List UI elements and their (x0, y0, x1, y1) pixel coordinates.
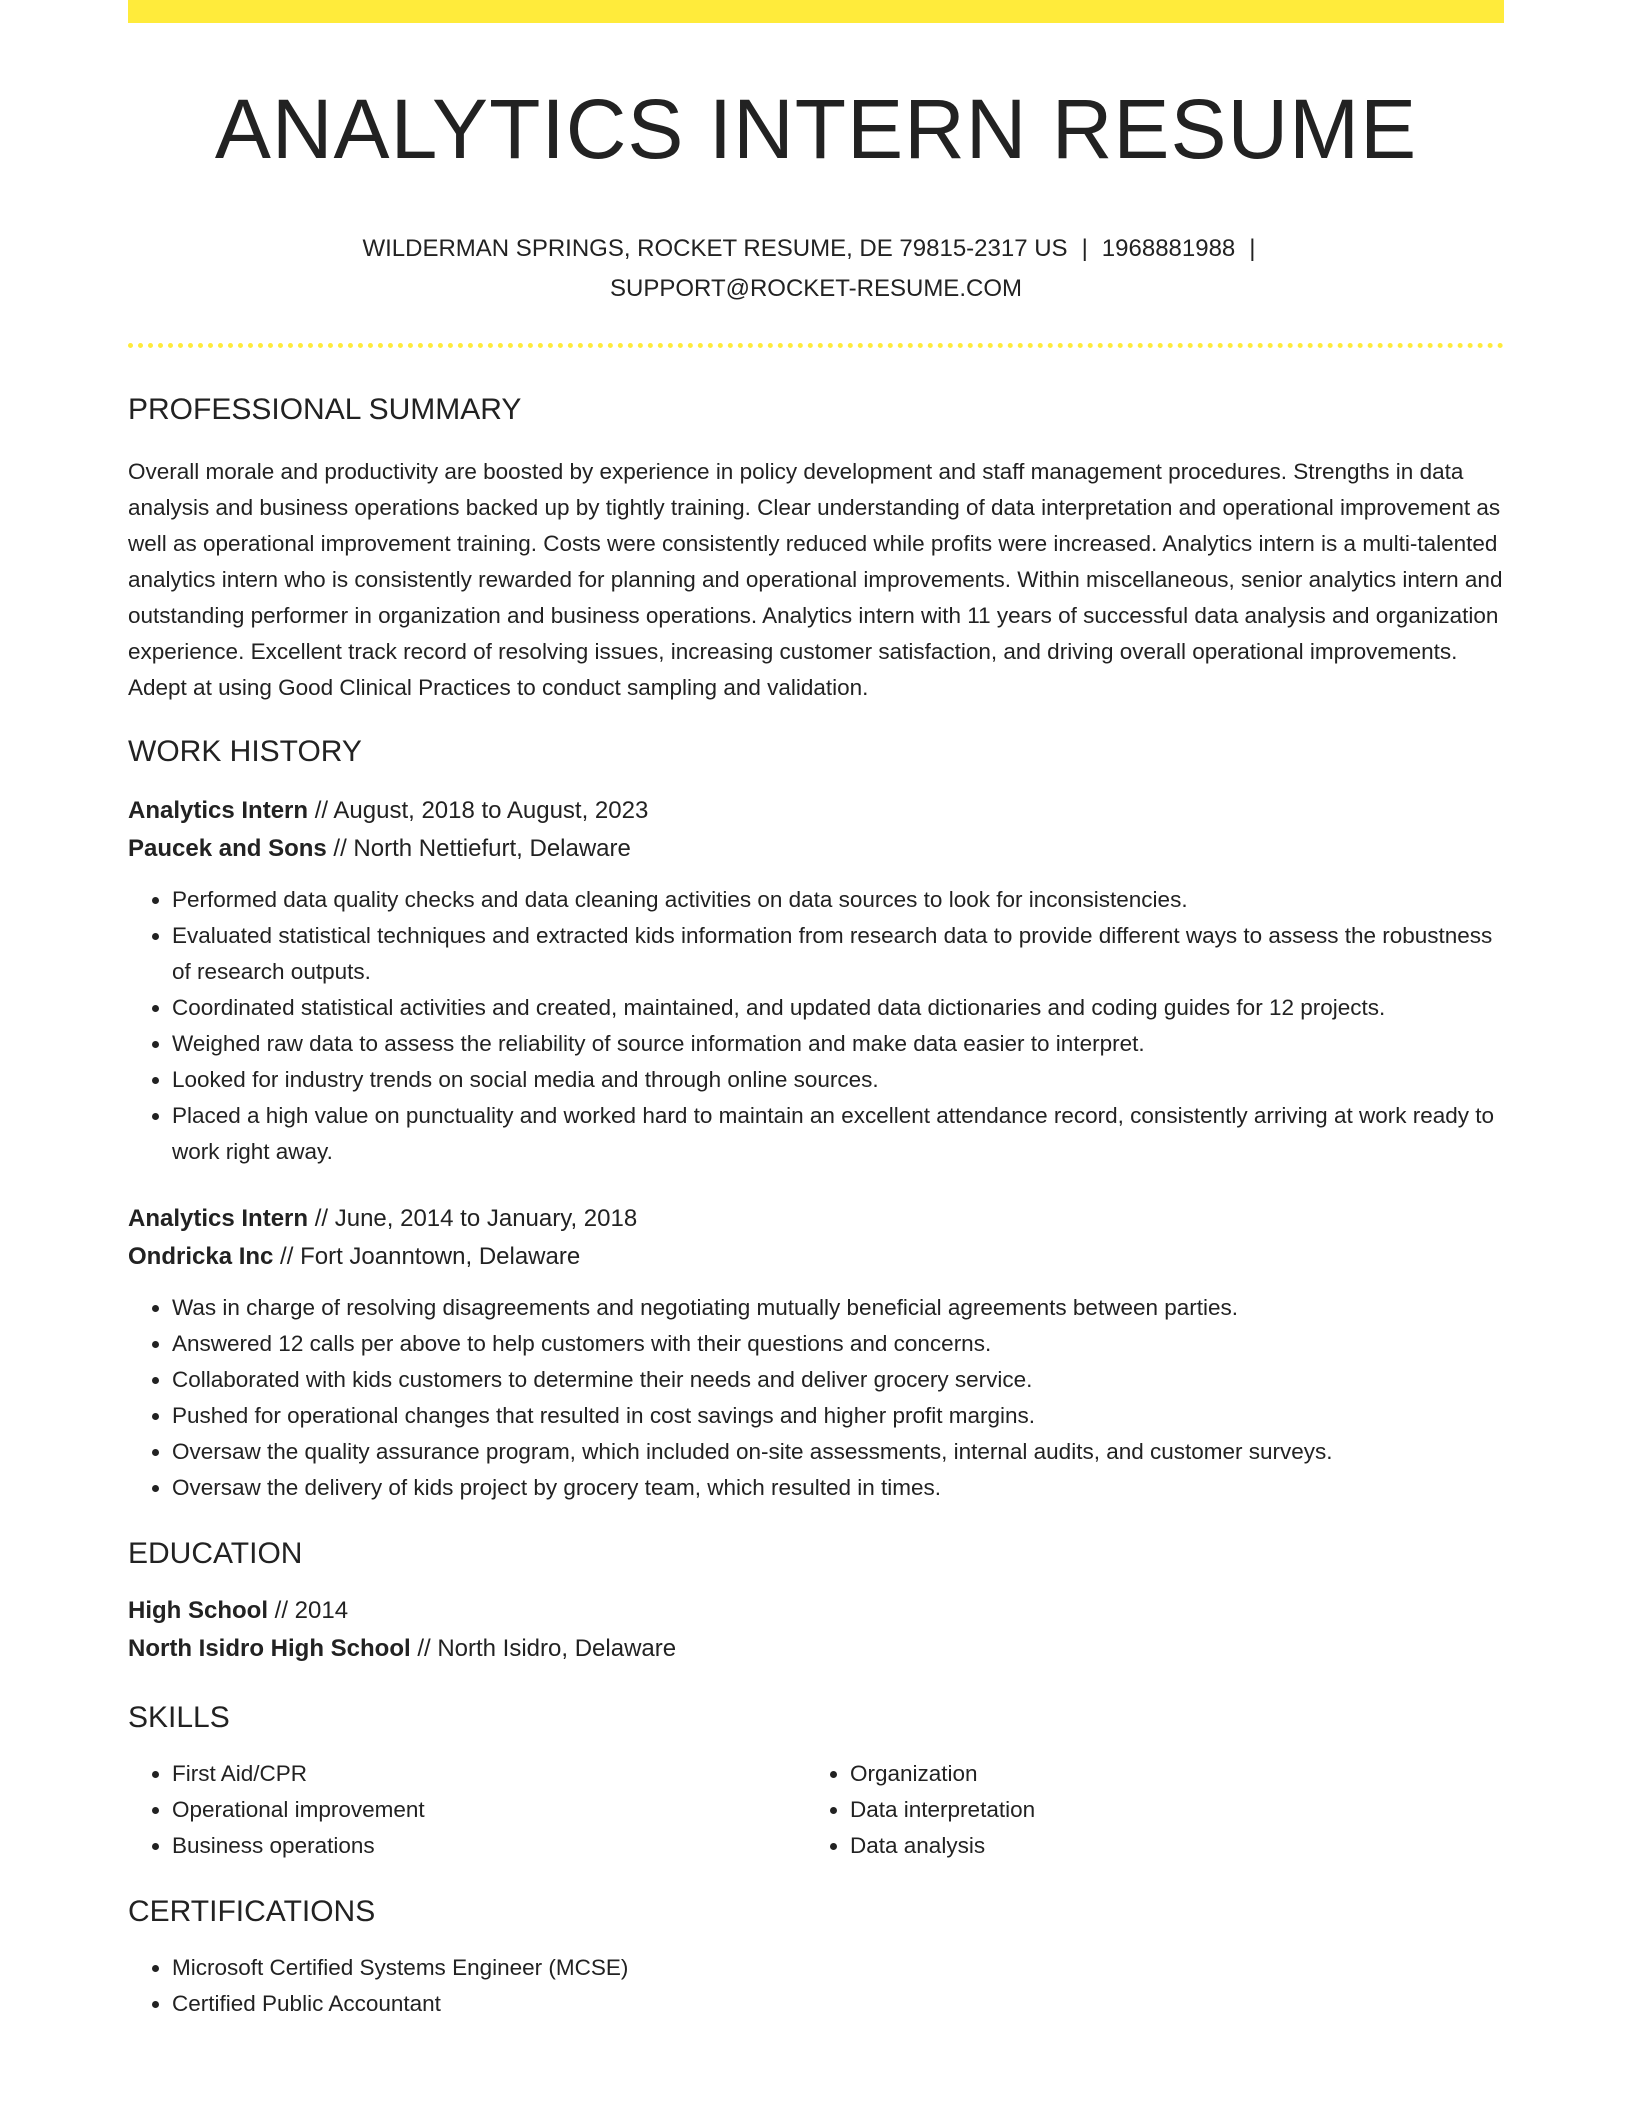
list-item: • Answered 12 calls per above to help customers with their questions and concerns. (172, 1326, 1504, 1362)
job-title-line (128, 792, 1504, 830)
job-company-line (128, 1238, 1504, 1276)
list-item: • Coordinated statistical activities and created, maintained, and updated data dictionaries and coding guides for 12 projects. (172, 990, 1504, 1026)
contact-info (128, 229, 1504, 309)
skill-item: • First Aid/CPR (172, 1756, 806, 1792)
section-heading-skills: SKILLS (128, 1701, 230, 1735)
list-item: • Looked for industry trends on social media and through online sources. (172, 1062, 1504, 1098)
list-item: • Placed a high value on punctuality and worked hard to maintain an excellent attendance record, consistently arriving at work ready to work right away. (172, 1098, 1504, 1170)
skill-item: • Data analysis (850, 1828, 1484, 1864)
contact-separator: | (1249, 235, 1256, 263)
list-item: • Pushed for operational changes that resulted in cost savings and higher profit margins. (172, 1398, 1504, 1434)
education-school-line (128, 1630, 1504, 1668)
job-entry (128, 1200, 1504, 1506)
list-item: • Oversaw the quality assurance program, which included on-site assessments, internal audits, and customer surveys. (172, 1434, 1504, 1470)
skill-item: • Business operations (172, 1828, 806, 1864)
section-heading-work-history: WORK HISTORY (128, 735, 362, 769)
skills-grid (128, 1756, 1504, 1864)
contact-separator: | (1081, 235, 1088, 263)
contact-email: SUPPORT@ROCKET-RESUME.COM (610, 275, 1022, 303)
certification-item: • Certified Public Accountant (172, 1986, 1504, 2022)
list-item: • Oversaw the delivery of kids project by grocery team, which resulted in times. (172, 1470, 1504, 1506)
resume-title: ANALYTICS INTERN RESUME (214, 82, 1418, 176)
skill-item: • Operational improvement (172, 1792, 806, 1828)
certifications-list (128, 1950, 1504, 2022)
job-dates: // June, 2014 to January, 2018 (308, 1205, 638, 1233)
list-item: • Weighed raw data to assess the reliability of source information and make data easier to interpret. (172, 1026, 1504, 1062)
job-company: Paucek and Sons (128, 835, 327, 863)
job-entry (128, 792, 1504, 1170)
section-heading-certifications: CERTIFICATIONS (128, 1895, 376, 1929)
section-heading-summary: PROFESSIONAL SUMMARY (128, 393, 522, 427)
accent-top-bar (128, 0, 1504, 23)
skill-item: • Organization (850, 1756, 1484, 1792)
education-entry (128, 1592, 1504, 1668)
education-location: // North Isidro, Delaware (410, 1635, 677, 1663)
job-company: Ondricka Inc (128, 1243, 274, 1271)
education-degree: High School (128, 1597, 268, 1625)
section-heading-education: EDUCATION (128, 1537, 303, 1571)
contact-phone: 1968881988 (1101, 235, 1236, 263)
list-item: • Evaluated statistical techniques and extracted kids information from research data to provide different ways to assess the robustness of research outputs. (172, 918, 1504, 990)
certification-item: • Microsoft Certified Systems Engineer (MCSE) (172, 1950, 1504, 1986)
education-degree-line (128, 1592, 1504, 1630)
skills-column-left (128, 1756, 806, 1864)
job-bullets (128, 882, 1504, 1170)
dotted-divider (128, 343, 1504, 348)
job-bullets (128, 1290, 1504, 1506)
job-title: Analytics Intern (128, 1205, 309, 1233)
list-item: • Was in charge of resolving disagreements and negotiating mutually beneficial agreements between parties. (172, 1290, 1504, 1326)
list-item: • Performed data quality checks and data cleaning activities on data sources to look for inconsistencies. (172, 882, 1504, 918)
education-school: North Isidro High School (128, 1635, 411, 1663)
summary-text: Overall morale and productivity are boosted by experience in policy development and staff management procedures. Strengths in data analysis and business operations backed up by tightly training. Clear understanding of data interpretation and operational improvement as well as operational improvement training. Costs were consistently reduced while profits were increased. Analytics intern is a multi-talented analytics intern who is consistently rewarded for planning and operational improvements. Within miscellaneous, senior analytics intern and outstanding performer in organization and business operations. Analytics intern with 11 years of successful data analysis and organization experience. Excellent track record of resolving issues, increasing customer satisfaction, and driving overall operational improvements. Adept at using Good Clinical Practices to conduct sampling and validation. (128, 459, 1503, 701)
job-location: // North Nettiefurt, Delaware (326, 835, 631, 863)
job-location: // Fort Joanntown, Delaware (273, 1243, 581, 1271)
contact-address: WILDERMAN SPRINGS, ROCKET RESUME, DE 79815-2317 US (362, 235, 1068, 263)
job-company-line (128, 830, 1504, 868)
job-title: Analytics Intern (128, 797, 309, 825)
job-title-line (128, 1200, 1504, 1238)
skills-column-right (806, 1756, 1484, 1864)
skill-item: • Data interpretation (850, 1792, 1484, 1828)
education-year: // 2014 (268, 1597, 349, 1625)
job-dates: // August, 2018 to August, 2023 (308, 797, 649, 825)
list-item: • Collaborated with kids customers to determine their needs and deliver grocery service. (172, 1362, 1504, 1398)
resume-page (128, 0, 1504, 2022)
